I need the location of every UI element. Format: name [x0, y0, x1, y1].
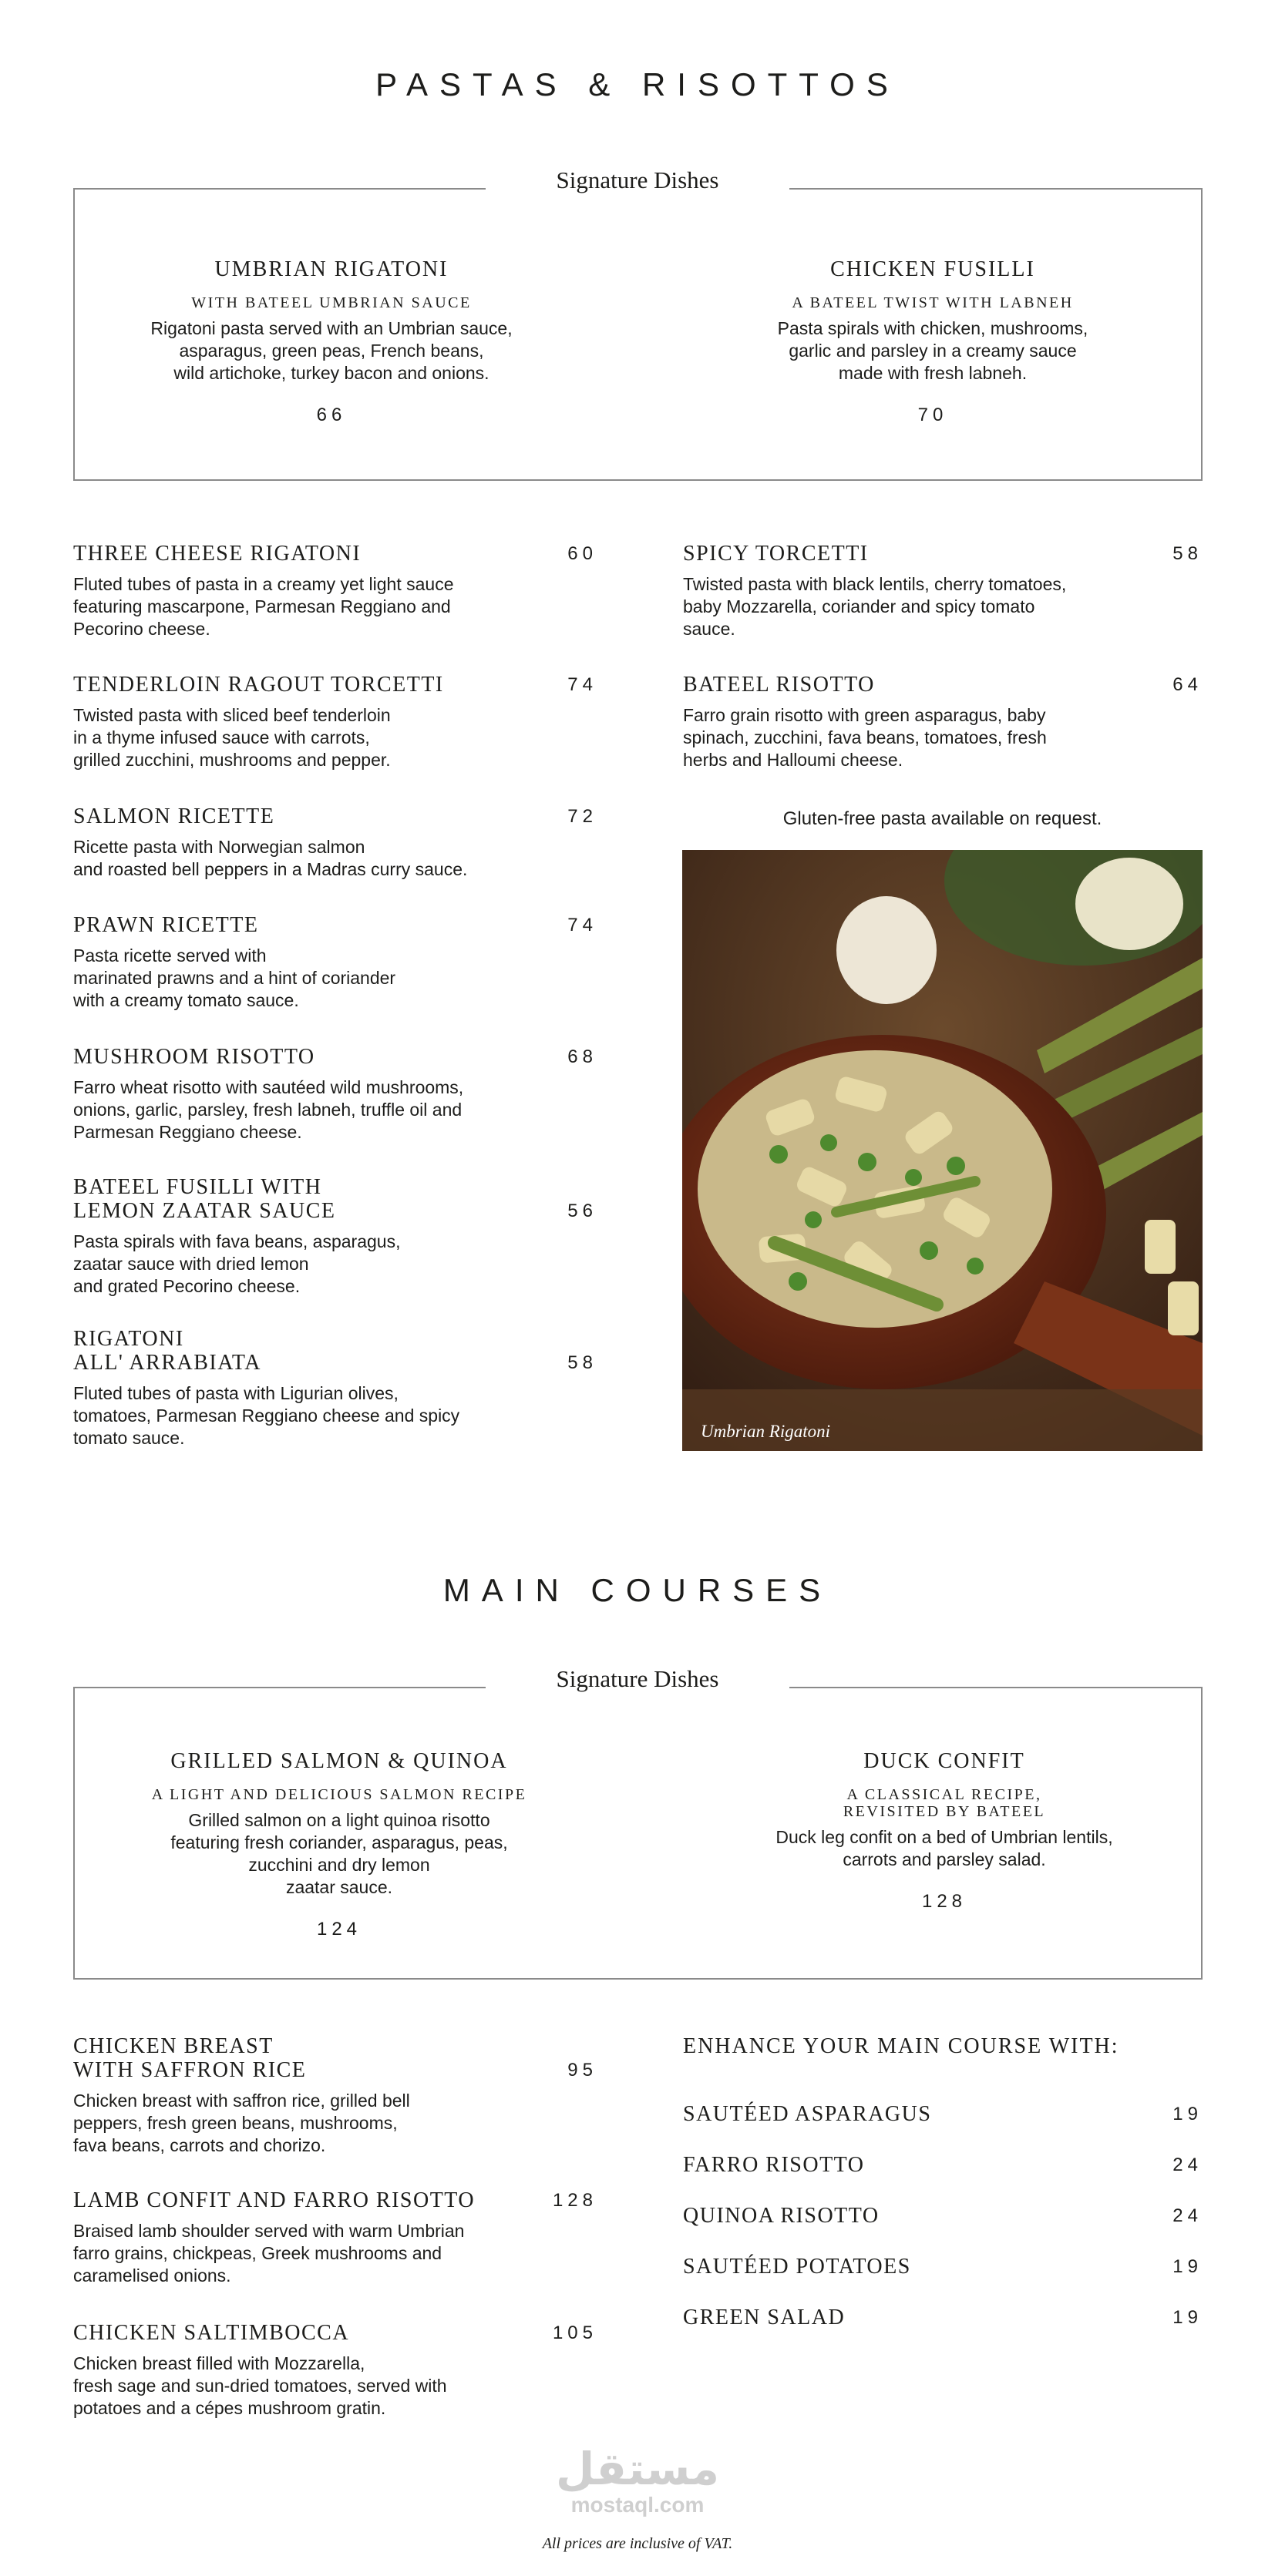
menu-item-name: TENDERLOIN RAGOUT TORCETTI — [73, 673, 444, 697]
menu-item-price: 74 — [567, 915, 597, 935]
menu-item — [73, 1045, 597, 1144]
menu-item-name: RIGATONI ALL' ARRABIATA — [73, 1327, 261, 1375]
menu-item-name: SALMON RICETTE — [73, 804, 275, 828]
signature-dish-name: UMBRIAN RIGATONI — [214, 257, 449, 281]
signature-dish-chicken-fusilli — [694, 257, 1172, 426]
mains-signature-label: Signature Dishes — [486, 1665, 789, 1693]
menu-item-name: BATEEL FUSILLI WITH LEMON ZAATAR SAUCE — [73, 1175, 336, 1223]
signature-dish-name: CHICKEN FUSILLI — [830, 257, 1035, 281]
menu-item — [73, 542, 597, 640]
menu-item-price: 58 — [1172, 543, 1203, 564]
menu-item-price: 58 — [567, 1352, 597, 1373]
menu-item-description: Pasta ricette served with marinated prawns and a hint of coriander with a creamy tomato sauce. — [73, 945, 396, 1010]
menu-item-price: 95 — [567, 2060, 597, 2081]
signature-dish-price: 70 — [917, 405, 948, 425]
pasta-bowl-illustration — [682, 850, 1203, 1451]
menu-item-name: CHICKEN SALTIMBOCCA — [73, 2321, 350, 2345]
menu-item — [73, 2188, 597, 2287]
menu-item — [73, 2321, 597, 2420]
dish-photo — [682, 850, 1203, 1451]
menu-item-price: 74 — [567, 674, 597, 695]
menu-item-description: Farro wheat risotto with sautéed wild mushrooms, onions, garlic, parsley, fresh labneh, truffle oil and Parmesan Reggiano cheese. — [73, 1077, 464, 1142]
menu-item — [73, 673, 597, 771]
enhance-item — [683, 2306, 1203, 2330]
menu-item-price: 72 — [567, 806, 597, 827]
menu-item-description: Pasta spirals with fava beans, asparagus, zaatar sauce with dried lemon and grated Pecorino cheese. — [73, 1231, 401, 1296]
menu-item-price: 68 — [567, 1046, 597, 1067]
menu-item-price: 105 — [552, 2322, 597, 2343]
enhance-item — [683, 2204, 1203, 2228]
menu-item-description: Fluted tubes of pasta with Ligurian olives, tomatoes, Parmesan Reggiano cheese and spicy tomato sauce. — [73, 1383, 460, 1448]
enhance-item — [683, 2153, 1203, 2178]
menu-item-name: LAMB CONFIT AND FARRO RISOTTO — [73, 2188, 476, 2212]
signature-dish-subtitle: A LIGHT AND DELICIOUS SALMON RECIPE — [151, 1786, 527, 1803]
menu-item — [683, 542, 1203, 640]
signature-dish-umbrian-rigatoni — [93, 257, 570, 426]
enhance-heading: ENHANCE YOUR MAIN COURSE WITH: — [683, 2034, 1119, 2058]
gluten-free-note: Gluten-free pasta available on request. — [782, 808, 1102, 829]
signature-dish-grilled-salmon — [100, 1749, 578, 1940]
enhance-item — [683, 2255, 1203, 2279]
enhance-item-price: 24 — [1172, 2205, 1203, 2226]
enhance-item-price: 19 — [1172, 2256, 1203, 2277]
menu-item-price: 60 — [567, 543, 597, 564]
enhance-item-name: GREEN SALAD — [683, 2306, 846, 2329]
menu-item — [73, 2034, 597, 2157]
mostaql-watermark — [540, 2444, 735, 2517]
signature-dish-price: 124 — [316, 1919, 362, 1940]
signature-dish-description: Rigatoni pasta served with an Umbrian sauce, asparagus, green peas, French beans, wild artichoke, turkey bacon and onions. — [150, 318, 513, 383]
photo-caption: Umbrian Rigatoni — [701, 1422, 831, 1441]
signature-dish-subtitle: A CLASSICAL RECIPE, REVISITED BY BATEEL — [843, 1786, 1046, 1820]
menu-item — [73, 1175, 597, 1298]
menu-item-price: 128 — [552, 2190, 597, 2211]
pastas-signature-label: Signature Dishes — [486, 166, 789, 194]
pastas-section-title: PASTAS & RISOTTOS — [375, 66, 900, 102]
signature-dish-name: GRILLED SALMON & QUINOA — [170, 1749, 508, 1773]
menu-item-description: Twisted pasta with sliced beef tenderloin in a thyme infused sauce with carrots, grilled zucchini, mushrooms and pepper. — [73, 705, 391, 770]
menu-item-name: BATEEL RISOTTO — [683, 673, 875, 697]
enhance-item-price: 24 — [1172, 2155, 1203, 2175]
menu-item-price: 64 — [1172, 674, 1203, 695]
enhance-item-name: FARRO RISOTTO — [683, 2153, 865, 2177]
menu-item-name: MUSHROOM RISOTTO — [73, 1045, 315, 1069]
signature-dish-description: Duck leg confit on a bed of Umbrian lentils, carrots and parsley salad. — [775, 1827, 1113, 1869]
enhance-item-price: 19 — [1172, 2307, 1203, 2328]
menu-item — [73, 913, 597, 1012]
menu-item — [73, 804, 597, 881]
watermark-arabic-text: مستقل — [555, 2443, 720, 2495]
menu-item-name: THREE CHEESE RIGATONI — [73, 542, 362, 566]
menu-item-description: Chicken breast filled with Mozzarella, fresh sage and sun-dried tomatoes, served with potatoes and a cépes mushroom gratin. — [73, 2353, 447, 2418]
watermark-url: mostaql.com — [570, 2493, 705, 2517]
menu-item-name: SPICY TORCETTI — [683, 542, 869, 566]
enhance-item-name: SAUTÉED POTATOES — [683, 2255, 911, 2279]
menu-item-name: CHICKEN BREAST WITH SAFFRON RICE — [73, 2034, 307, 2082]
vat-note: All prices are inclusive of VAT. — [542, 2535, 733, 2552]
menu-item-description: Braised lamb shoulder served with warm Umbrian farro grains, chickpeas, Greek mushrooms and caramelised onions. — [73, 2221, 465, 2285]
menu-item-description: Fluted tubes of pasta in a creamy yet light sauce featuring mascarpone, Parmesan Reggiano and Pecorino cheese. — [73, 574, 454, 639]
signature-dish-description: Grilled salmon on a light quinoa risotto featuring fresh coriander, asparagus, peas, zucchini and dry lemon zaatar sauce. — [170, 1810, 508, 1897]
enhance-item — [683, 2102, 1203, 2127]
signature-dish-price: 66 — [316, 405, 347, 425]
menu-item-name: PRAWN RICETTE — [73, 913, 259, 937]
menu-item-price: 56 — [567, 1201, 597, 1221]
signature-dish-subtitle: A BATEEL TWIST WITH LABNEH — [792, 294, 1074, 311]
signature-dish-subtitle: WITH BATEEL UMBRIAN SAUCE — [191, 294, 472, 311]
menu-item — [683, 673, 1203, 771]
enhance-item-name: SAUTÉED ASPARAGUS — [683, 2102, 932, 2126]
enhance-item-price: 19 — [1172, 2104, 1203, 2124]
signature-dish-description: Pasta spirals with chicken, mushrooms, garlic and parsley in a creamy sauce made with fresh labneh. — [777, 318, 1088, 383]
menu-item — [73, 1327, 597, 1449]
signature-dish-duck-confit — [705, 1749, 1183, 1913]
mains-section-title: MAIN COURSES — [442, 1572, 833, 1608]
signature-dish-price: 128 — [921, 1891, 967, 1912]
menu-item-description: Twisted pasta with black lentils, cherry tomatoes, baby Mozzarella, coriander and spicy tomato sauce. — [683, 574, 1067, 639]
menu-item-description: Ricette pasta with Norwegian salmon and roasted bell peppers in a Madras curry sauce. — [73, 837, 468, 879]
menu-item-description: Chicken breast with saffron rice, grilled bell peppers, fresh green beans, mushrooms, fava beans, carrots and chorizo. — [73, 2091, 410, 2155]
menu-item-description: Farro grain risotto with green asparagus, baby spinach, zucchini, fava beans, tomatoes, fresh herbs and Halloumi cheese. — [683, 705, 1047, 770]
signature-dish-name: DUCK CONFIT — [863, 1749, 1025, 1773]
enhance-item-name: QUINOA RISOTTO — [683, 2204, 880, 2228]
